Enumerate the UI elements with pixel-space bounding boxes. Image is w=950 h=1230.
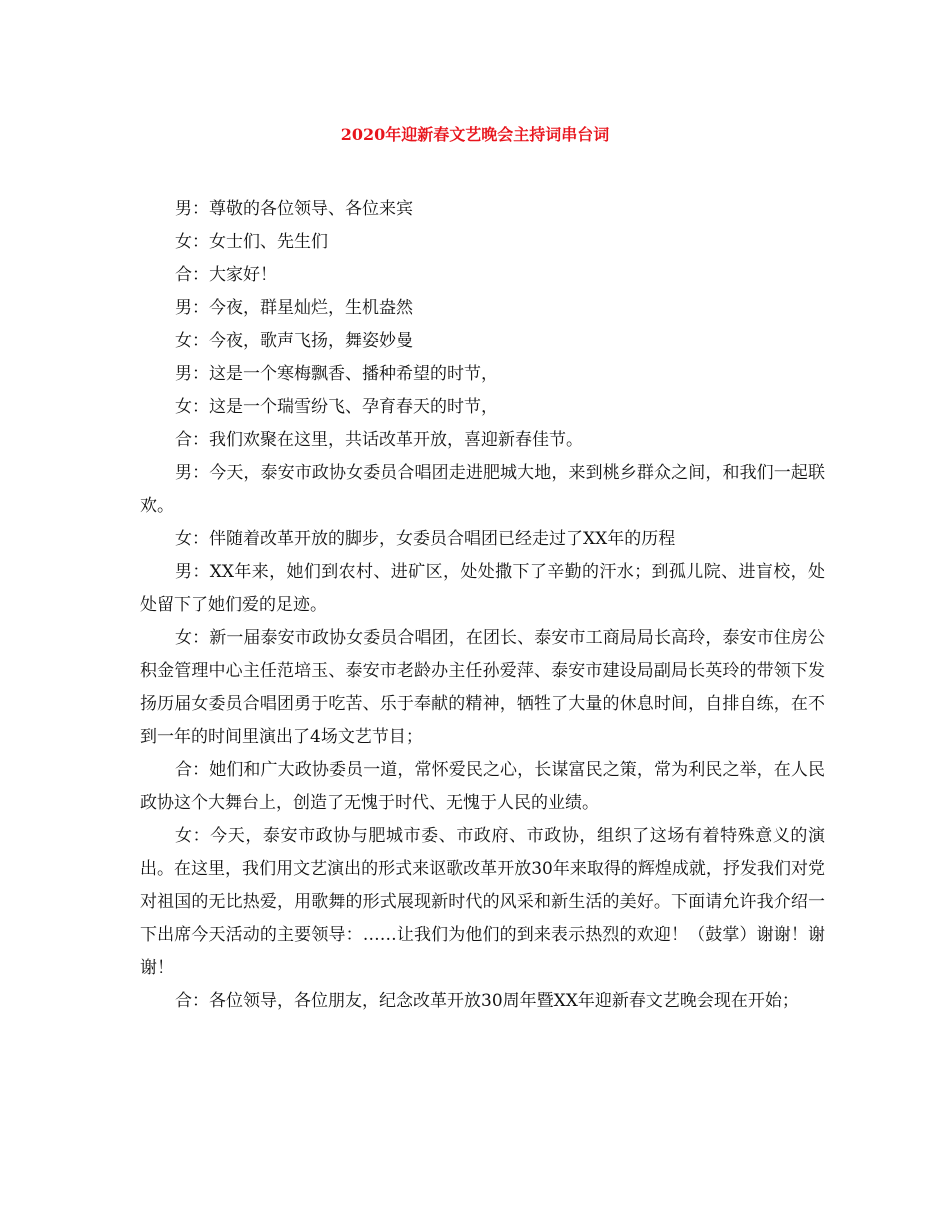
- paragraph: 女：今夜，歌声飞扬，舞姿妙曼: [175, 331, 413, 351]
- document-title: 2020年迎新春文艺晚会主持词串台词: [340, 125, 610, 144]
- document-body: [140, 193, 825, 1018]
- paragraph: 女：今天，泰安市政协与肥城市委、市政府、市政协，组织了这场有着特殊意义的演出。在这里，我们用文艺演出的形式来讴歌改革开放30年来取得的辉煌成就，抒发我们对党对祖国的无比热爱，用歌舞的形式展现新时代的风采和新生活的美好。下面请允许我介绍一下出席今天活动的主要领导：……让我们为他们的到来表示热烈的欢迎！（鼓掌）谢谢！谢谢！: [140, 826, 825, 978]
- paragraph: 男：今天，泰安市政协女委员合唱团走进肥城大地，来到桃乡群众之间，和我们一起联欢。: [140, 463, 825, 516]
- paragraph: 男：这是一个寒梅飘香、播种希望的时节，: [175, 364, 498, 384]
- paragraph: 女：新一届泰安市政协女委员合唱团，在团长、泰安市工商局局长高玲，泰安市住房公积金管理中心主任范培玉、泰安市老龄办主任孙爱萍、泰安市建设局副局长英玲的带领下发扬历届女委员合唱团勇于吃苦、乐于奉献的精神，牺牲了大量的休息时间，自排自练，在不到一年的时间里演出了4场文艺节目；: [140, 628, 825, 747]
- paragraph: 男：尊敬的各位领导、各位来宾: [175, 199, 413, 219]
- paragraph: 男：XX年来，她们到农村、进矿区，处处撒下了辛勤的汗水；到孤儿院、进盲校，处处留下了她们爱的足迹。: [140, 562, 825, 615]
- paragraph: 女：女士们、先生们: [175, 232, 328, 252]
- paragraph: 合：她们和广大政协委员一道，常怀爱民之心，长谋富民之策，常为利民之举，在人民政协这个大舞台上，创造了无愧于时代、无愧于人民的业绩。: [140, 760, 825, 813]
- paragraph: 女：伴随着改革开放的脚步，女委员合唱团已经走过了XX年的历程: [175, 529, 676, 549]
- paragraph: 合：大家好！: [175, 265, 277, 285]
- paragraph: 女：这是一个瑞雪纷飞、孕育春天的时节，: [175, 397, 498, 417]
- paragraph: 男：今夜，群星灿烂，生机盎然: [175, 298, 413, 318]
- paragraph: 合：我们欢聚在这里，共话改革开放，喜迎新春佳节。: [175, 430, 583, 450]
- paragraph: 合：各位领导，各位朋友，纪念改革开放30周年暨XX年迎新春文艺晚会现在开始；: [175, 991, 799, 1011]
